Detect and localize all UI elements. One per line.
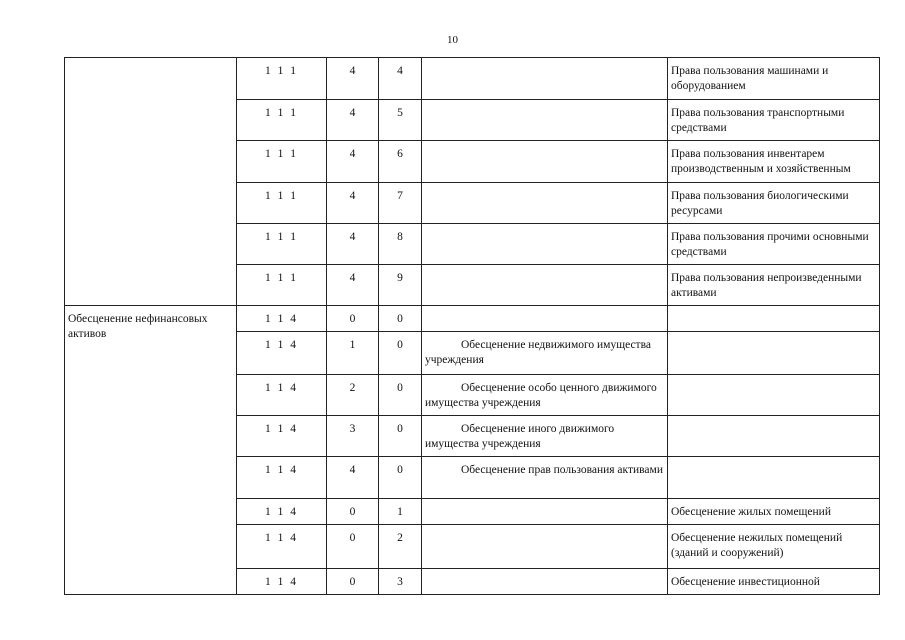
item-description-cell: Права пользования непроизведенными активами bbox=[668, 265, 880, 306]
group-description-cell bbox=[422, 141, 668, 183]
group-description-cell bbox=[422, 100, 668, 141]
item-description-cell: Обесценение инвестиционной bbox=[668, 569, 880, 595]
group-description-cell bbox=[422, 525, 668, 569]
analytic-code-cell: 0 bbox=[379, 375, 422, 416]
group-description-cell bbox=[422, 224, 668, 265]
description-text: Обесценение особо ценного движимого имущества учреждения bbox=[425, 382, 657, 409]
account-code-cell: 1 1 1 bbox=[237, 100, 327, 141]
item-description-cell bbox=[668, 306, 880, 332]
subgroup-cell: 4 bbox=[327, 265, 379, 306]
subgroup-cell: 4 bbox=[327, 58, 379, 100]
account-code-cell: 1 1 4 bbox=[237, 525, 327, 569]
group-description-cell bbox=[422, 58, 668, 100]
subgroup-cell: 4 bbox=[327, 457, 379, 499]
analytic-code-cell: 5 bbox=[379, 100, 422, 141]
subgroup-cell: 4 bbox=[327, 224, 379, 265]
accounts-table bbox=[64, 57, 880, 595]
subgroup-cell: 3 bbox=[327, 416, 379, 457]
item-description-cell: Обесценение нежилых помещений (зданий и сооружений) bbox=[668, 525, 880, 569]
analytic-code-cell: 6 bbox=[379, 141, 422, 183]
account-code-cell: 1 1 1 bbox=[237, 265, 327, 306]
item-description-cell bbox=[668, 457, 880, 499]
subgroup-cell: 1 bbox=[327, 332, 379, 375]
subgroup-cell: 4 bbox=[327, 183, 379, 224]
table-row bbox=[65, 58, 880, 100]
group-description-cell bbox=[422, 569, 668, 595]
group-description-cell bbox=[422, 457, 668, 499]
group-description-cell bbox=[422, 416, 668, 457]
analytic-code-cell: 2 bbox=[379, 525, 422, 569]
subgroup-cell: 2 bbox=[327, 375, 379, 416]
analytic-code-cell: 0 bbox=[379, 416, 422, 457]
item-description-cell bbox=[668, 375, 880, 416]
analytic-code-cell: 7 bbox=[379, 183, 422, 224]
account-code-cell: 1 1 4 bbox=[237, 375, 327, 416]
item-description-cell bbox=[668, 416, 880, 457]
item-description-cell bbox=[668, 332, 880, 375]
analytic-code-cell: 3 bbox=[379, 569, 422, 595]
table-row bbox=[65, 306, 880, 332]
subgroup-cell: 0 bbox=[327, 306, 379, 332]
analytic-code-cell: 0 bbox=[379, 306, 422, 332]
account-code-cell: 1 1 1 bbox=[237, 183, 327, 224]
analytic-code-cell: 0 bbox=[379, 457, 422, 499]
account-code-cell: 1 1 1 bbox=[237, 141, 327, 183]
group-name-cell: Обесценение нефинансовых активов bbox=[65, 306, 237, 595]
group-name-cell bbox=[65, 58, 237, 306]
subgroup-cell: 4 bbox=[327, 100, 379, 141]
description-text: Обесценение недвижимого имущества учреждения bbox=[425, 339, 651, 366]
subgroup-cell: 0 bbox=[327, 569, 379, 595]
account-code-cell: 1 1 4 bbox=[237, 306, 327, 332]
item-description-cell: Права пользования биологическими ресурсами bbox=[668, 183, 880, 224]
subgroup-cell: 4 bbox=[327, 141, 379, 183]
group-description-cell bbox=[422, 375, 668, 416]
description-text: Обесценение иного движимого имущества учреждения bbox=[425, 423, 615, 450]
analytic-code-cell: 0 bbox=[379, 332, 422, 375]
subgroup-cell: 0 bbox=[327, 499, 379, 525]
analytic-code-cell: 9 bbox=[379, 265, 422, 306]
item-description-cell: Права пользования транспортными средствами bbox=[668, 100, 880, 141]
account-code-cell: 1 1 1 bbox=[237, 58, 327, 100]
account-code-cell: 1 1 4 bbox=[237, 499, 327, 525]
item-description-cell: Права пользования машинами и оборудованием bbox=[668, 58, 880, 100]
account-code-cell: 1 1 4 bbox=[237, 569, 327, 595]
description-text: Обесценение прав пользования активами bbox=[461, 464, 663, 476]
group-description-cell bbox=[422, 265, 668, 306]
group-description-cell bbox=[422, 306, 668, 332]
account-code-cell: 1 1 4 bbox=[237, 457, 327, 499]
account-code-cell: 1 1 1 bbox=[237, 224, 327, 265]
analytic-code-cell: 1 bbox=[379, 499, 422, 525]
item-description-cell: Права пользования инвентарем производственным и хозяйственным bbox=[668, 141, 880, 183]
subgroup-cell: 0 bbox=[327, 525, 379, 569]
account-code-cell: 1 1 4 bbox=[237, 416, 327, 457]
item-description-cell: Обесценение жилых помещений bbox=[668, 499, 880, 525]
group-description-cell bbox=[422, 332, 668, 375]
account-code-cell: 1 1 4 bbox=[237, 332, 327, 375]
page-number: 10 bbox=[447, 34, 458, 46]
group-description-cell bbox=[422, 183, 668, 224]
item-description-cell: Права пользования прочими основными средствами bbox=[668, 224, 880, 265]
analytic-code-cell: 4 bbox=[379, 58, 422, 100]
analytic-code-cell: 8 bbox=[379, 224, 422, 265]
group-description-cell bbox=[422, 499, 668, 525]
